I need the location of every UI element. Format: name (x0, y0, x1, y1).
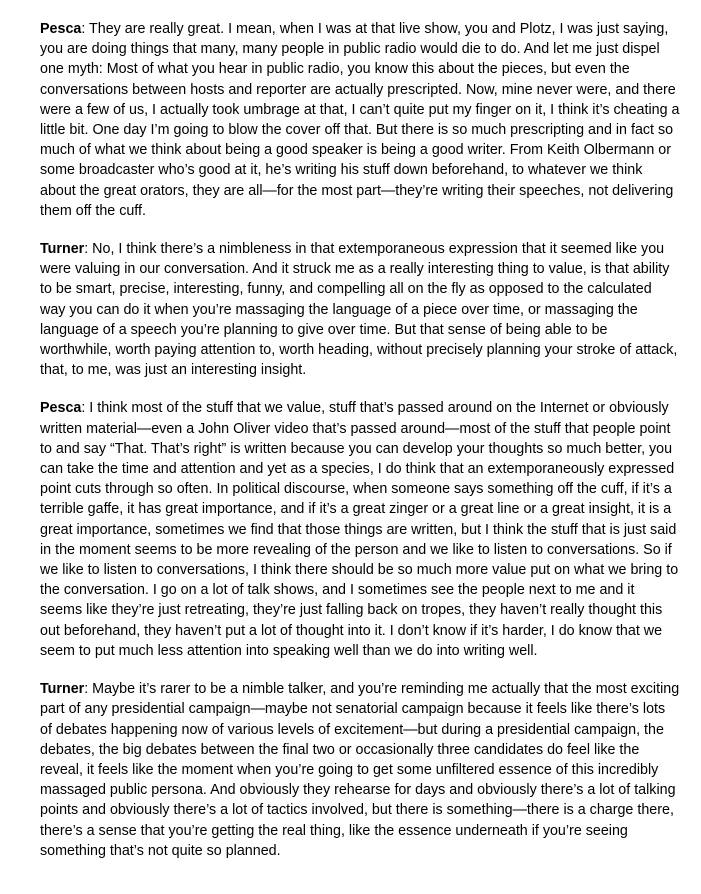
transcript-paragraph-1 (40, 19, 680, 221)
paragraph-text: No, I think there’s a nimbleness in that extemporaneous expression that it seemed like you were valuing in our conversation. And it struck me as a really interesting thing to value, is that ability to be smart, precise, interesting, funny, and compelling all on the fly as opposed to the calculated way you can do it when you’re massaging the language of a piece over time, or massaging the language of a speech you’re planning to give over time. But that sense of being able to be worthwhile, worth paying attention to, worth heading, without precisely planning your stroke of attack, that, to me, was just an interesting insight. (40, 241, 678, 379)
speaker-separator: : (84, 681, 93, 698)
speaker-name: Turner (40, 681, 85, 698)
speaker-name: Pesca (40, 21, 82, 37)
paragraph-text: I think most of the stuff that we value, stuff that’s passed around on the Internet or obviously written material—even a John Oliver video that’s passed around—most of the stuff that people point to and say “That. That’s right” is written because you can develop your thoughts so much better, you can take the time and attention and yet as a species, I do think that an extemporaneously expressed point cuts through so often. In political discourse, when someone says something off the cuff, if it’s a terrible gaffe, it has great importance, and if it’s a great zinger or a great line or a great insight, it is a great importance, sometimes we find that those things are written, but I think the stuff that is just said in the moment seems to be more revealing of the person and we like to listen to conversations. So if we like to listen to conversations, I think there should be so much more value put on what we bring to the conversation. I go on a lot of talk shows, and I sometimes see the people next to me and it seems like they’re just retreating, they’re just falling back on tropes, they haven’t really thought this out beforehand, they haven’t put a lot of thought into it. I don’t know if it’s harder, I do know that we seem to put much less attention into speaking well than we do into writing well. (40, 400, 679, 659)
speaker-separator: : (84, 241, 93, 258)
paragraph-text: They are really great. I mean, when I was at that live show, you and Plotz, I was just saying, you are doing things that many, many people in public radio would die to do. And let me just dispel one myth: Most of what you hear in public radio, you know this about the pieces, but even the conversations between hosts and reporter are actually prescripted. Now, mine never were, and there were a few of us, I actually took umbrage at that, I can’t quite put my finger on it, I think it’s cheating a little bit. One day I’m going to blow the cover off that. But there is so much prescripting and in fact so much of what we think about being a good speaker is being a good writer. From Keith Olbermann or some broadcaster who’s good at it, he’s writing his stuff down beforehand, to whatever we think about the great orators, they are all—for the most part—they’re writing their speeches, not delivering them off the cuff. (40, 21, 680, 219)
paragraph-text: Maybe it’s rarer to be a nimble talker, and you’re reminding me actually that the most exciting part of any presidential campaign—maybe not senatorial campaign because it feels like there’s lots of debates happening now of various levels of excitement—but during a presidential campaign, the debates, the big debates between the final two or occasionally three candidates do feel like the reveal, it feels like the moment when you’re going to get some unfiltered essence of this incredibly massaged public persona. And obviously they rehearse for days and obviously there’s a lot of talking points and obviously there’s a lot of tactics involved, but there is something—there is a charge there, there’s a sense that you’re getting the real thing, like the essence underneath if you’re seeing something that’s not quite so planned. (40, 681, 680, 859)
speaker-separator: : (81, 21, 90, 37)
transcript-paragraph-2 (40, 239, 680, 380)
speaker-name: Turner (40, 241, 85, 258)
transcript-page (40, 19, 680, 879)
transcript-paragraph-3 (40, 398, 680, 661)
transcript-paragraph-4 (40, 679, 680, 861)
speaker-name: Pesca (40, 400, 82, 417)
speaker-separator: : (81, 400, 90, 417)
